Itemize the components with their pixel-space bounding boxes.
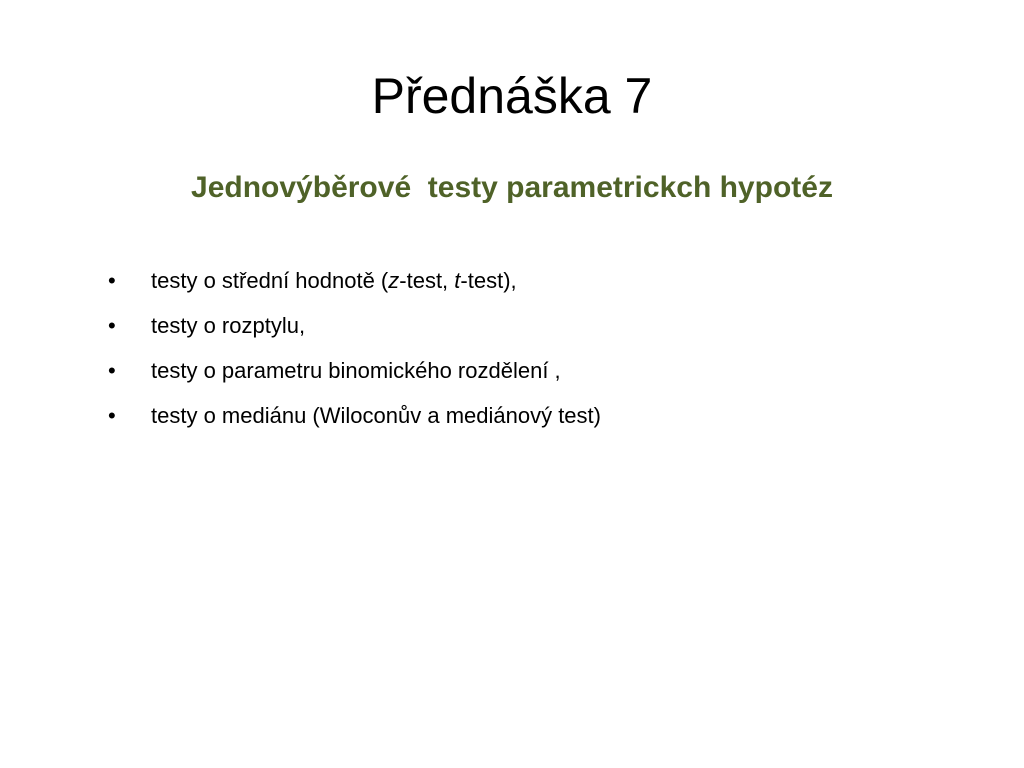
bullet-item-mean-tests: [108, 258, 988, 303]
slide-title: Přednáška 7: [371, 68, 653, 124]
bullet-item-binomial-tests: [108, 348, 988, 393]
bullet-text-part: testy o rozptylu,: [151, 313, 306, 338]
bullet-item-variance-tests: [108, 303, 988, 348]
bullet-text-italic-t: t: [454, 268, 461, 293]
bullet-list: [108, 258, 988, 438]
bullet-text-part: -test),: [460, 268, 517, 293]
bullet-item-median-tests: [108, 393, 988, 438]
bullet-icon: •: [108, 358, 116, 383]
bullet-text-part: testy o střední hodnotě (: [151, 268, 389, 293]
bullet-text-italic-z: z: [388, 268, 400, 293]
bullet-text-part: testy o parametru binomického rozdělení ,: [151, 358, 561, 383]
bullet-icon: •: [108, 268, 116, 293]
slide-subtitle: Jednovýběrové testy parametrickch hypotéz: [191, 171, 833, 204]
bullet-text-part: -test,: [399, 268, 455, 293]
bullet-icon: •: [108, 313, 116, 338]
bullet-text-part: testy o mediánu (Wiloconův a mediánový test): [151, 403, 601, 428]
bullet-icon: •: [108, 403, 116, 428]
